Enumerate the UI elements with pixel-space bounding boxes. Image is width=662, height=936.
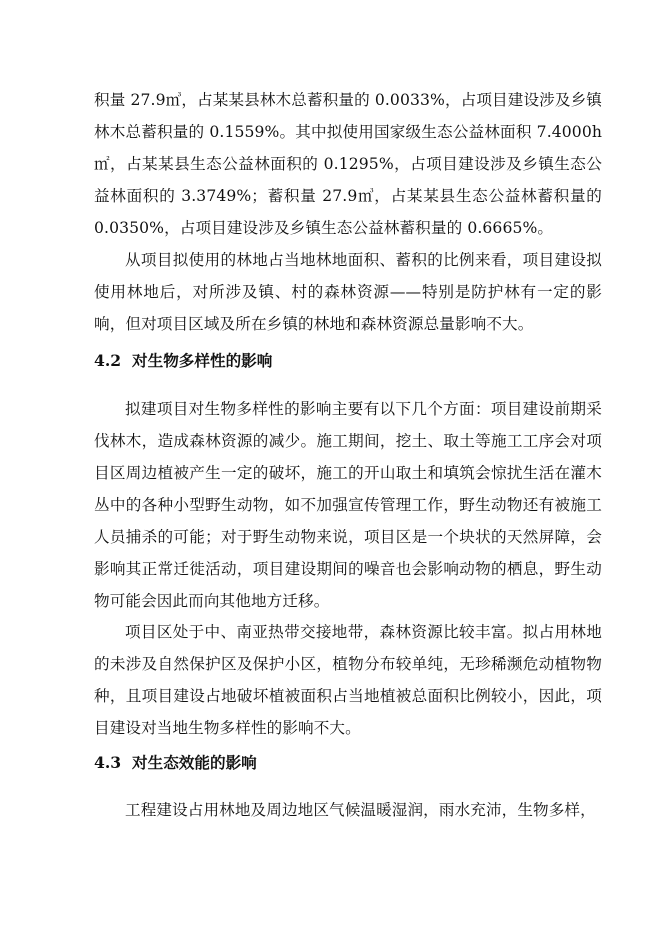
section-heading-4-2: [94, 349, 272, 373]
paragraph-ecological-efficiency: 工程建设占用林地及周边地区气候温暖湿润，雨水充沛，生物多样，: [125, 801, 596, 819]
section-heading-4-3: [94, 751, 257, 775]
paragraph-project-area: 项目区处于中、南亚热带交接地带，森林资源比较丰富。拟占用林地的未涉及自然保护区及保护小区，植物分布较单纯，无珍稀濒危动植物物种，且项目建设占地破坏植被面积占当地植被总面积比例较小，因此，项目建设对当地生物多样性的影响不大。: [94, 623, 602, 737]
section-number: 4.2: [94, 351, 122, 370]
section-number: 4.3: [94, 753, 122, 772]
section-title: 对生物多样性的影响: [132, 351, 273, 370]
paragraph-forest-impact: 从项目拟使用的林地占当地林地面积、蓄积的比例来看，项目建设拟使用林地后，对所涉及镇、村的森林资源——特别是防护林有一定的影响，但对项目区域及所在乡镇的林地和森林资源总量影响不大。: [94, 251, 602, 333]
section-title: 对生态效能的影响: [132, 753, 257, 772]
paragraph-stock-volume: 积量 27.9㎥，占某某县林木总蓄积量的 0.0033%，占项目建设涉及乡镇林木总蓄积量的 0.1559%。其中拟使用国家级生态公益林面积 7.4000h㎡，占某某县生态公益林面积的 0.1295%，占项目建设涉及乡镇生态公益林面积的 3.3749%；蓄积量 27.9㎥，占某某县生态公益林蓄积量的 0.0350%，占项目建设涉及乡镇生态公益林蓄积量的 0.6665%。: [94, 91, 602, 237]
paragraph-biodiversity-impact: 拟建项目对生物多样性的影响主要有以下几个方面：项目建设前期采伐林木，造成森林资源的减少。施工期间，挖土、取土等施工工序会对项目区周边植被产生一定的破坏，施工的开山取土和填筑会惊扰生活在灌木丛中的各种小型野生动物，如不加强宣传管理工作，野生动物还有被施工人员捕杀的可能；对于野生动物来说，项目区是一个块状的天然屏障，会影响其正常迁徙活动，项目建设期间的噪音也会影响动物的栖息，野生动物可能会因此而向其他地方迁移。: [94, 400, 602, 610]
